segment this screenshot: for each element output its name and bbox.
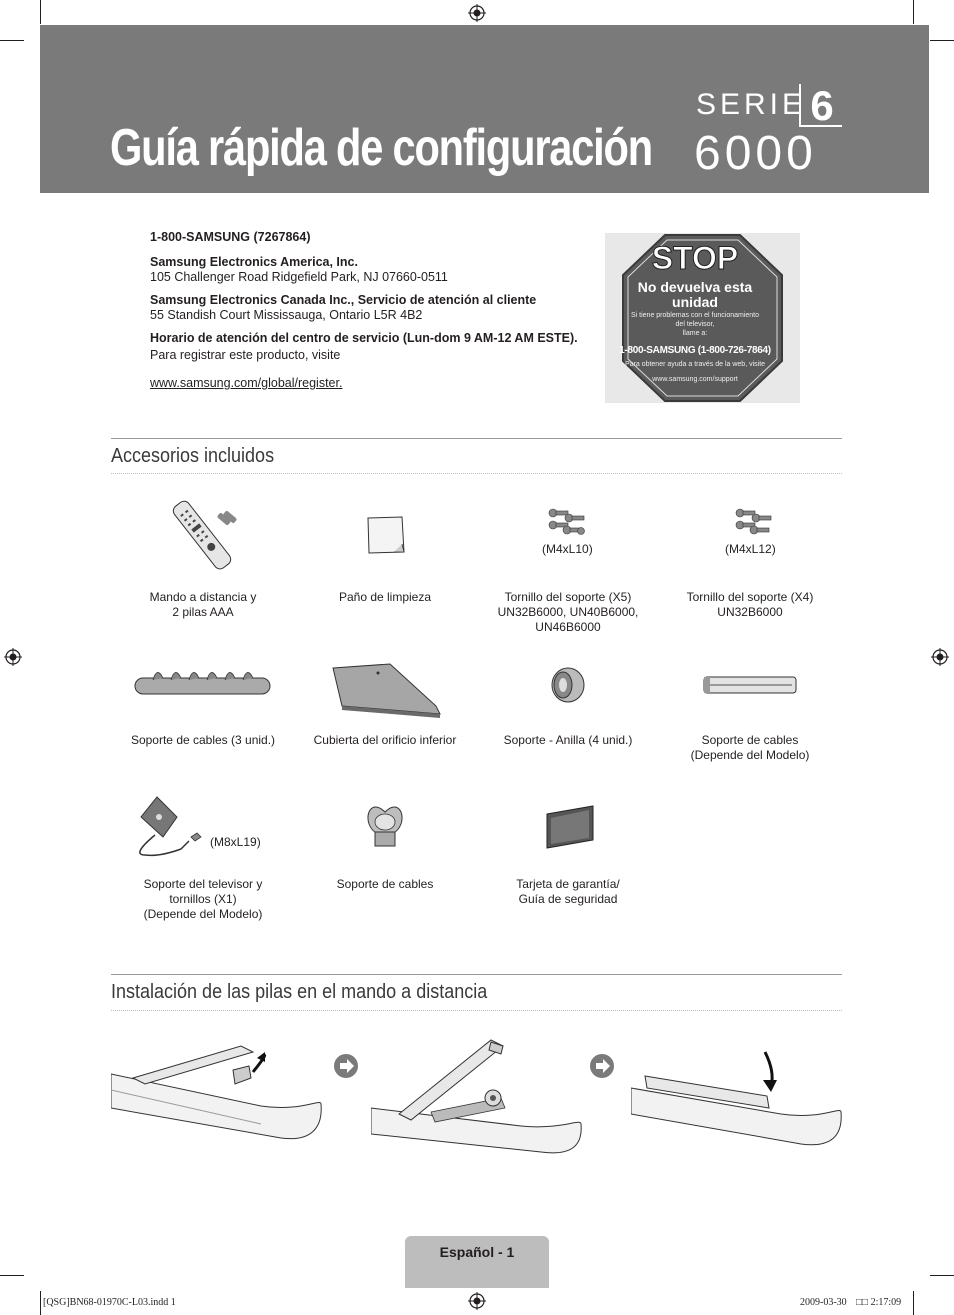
card-icon — [543, 804, 597, 850]
bolt-size-label: (M8xL19) — [210, 835, 261, 849]
caption-cloth: Paño de limpieza — [338, 590, 432, 604]
series-6-logo — [798, 80, 844, 128]
accessories-title: Accesorios incluidos — [111, 445, 275, 467]
section-dotted-rule — [111, 473, 842, 474]
page-title: Guía rápida de configuración — [110, 119, 652, 177]
arrow-right-icon — [589, 1053, 615, 1079]
screws-icon — [545, 505, 590, 537]
crop-mark — [0, 1275, 24, 1276]
cable-clip-icon — [363, 802, 407, 848]
caption-screws-x4: Tornillo del soporte (X4) UN32B6000 — [686, 590, 814, 619]
screw-size-label: (M4xL12) — [725, 542, 776, 556]
caption-cable-tie: Soporte de cables (Depende del Modelo) — [690, 733, 810, 762]
model-number: 6000 — [694, 127, 817, 180]
remote-icon — [165, 498, 245, 570]
caption-cover: Cubierta del orificio inferior — [313, 733, 457, 747]
cable-tie-icon — [702, 674, 798, 696]
crop-mark — [930, 40, 954, 41]
registration-mark-icon — [468, 1292, 486, 1310]
screws-icon — [732, 505, 777, 537]
caption-tv-holder: Soporte del televisor y tornillos (X1) (Depende del Modelo) — [143, 877, 263, 921]
service-hours: Horario de atención del centro de servicio (Lun-dom 9 AM-12 AM ESTE). — [150, 331, 578, 345]
stop-line4: Para obtener ayuda a través de la web, visite — [624, 361, 766, 368]
footer-file: [QSG]BN68-01970C-L03.indd 1 — [43, 1297, 176, 1308]
contact-phone: 1-800-SAMSUNG (7267864) — [150, 230, 311, 244]
batteries-title: Instalación de las pilas en el mando a distancia — [111, 981, 488, 1003]
caption-remote: Mando a distancia y 2 pilas AAA — [149, 590, 257, 619]
stop-line1: Si tiene problemas con el funcionamiento — [630, 312, 760, 319]
caption-ring: Soporte - Anilla (4 unid.) — [503, 733, 633, 747]
cover-icon — [330, 662, 445, 720]
footer-date: 2009-03-30 — [800, 1297, 847, 1308]
section-rule — [111, 974, 842, 975]
battery-step2-illustration — [371, 1038, 583, 1156]
crop-mark — [913, 0, 914, 24]
footer-time: □□ 2:17:09 — [856, 1297, 902, 1308]
caption-cable-holder: Soporte de cables (3 unid.) — [130, 733, 276, 747]
us-company: Samsung Electronics America, Inc. — [150, 255, 358, 269]
crop-mark — [930, 1275, 954, 1276]
section-rule — [111, 438, 842, 439]
ring-icon — [548, 666, 586, 704]
crop-mark — [913, 1291, 914, 1315]
registration-mark-icon — [468, 4, 486, 22]
stop-phone: 1-800-SAMSUNG (1-800-726-7864) — [619, 345, 771, 356]
stop-word: STOP — [651, 240, 739, 276]
tv-holder-icon — [133, 793, 208, 859]
caption-cable-clip: Soporte de cables — [336, 877, 434, 891]
stop-line2: del televisor, — [675, 321, 715, 328]
caption-card: Tarjeta de garantía/ Guía de seguridad — [516, 877, 620, 906]
caption-screws-x5: Tornillo del soporte (X5) UN32B6000, UN40B6000, UN46B6000 — [497, 590, 639, 634]
crop-mark — [0, 40, 24, 41]
cable-holder-icon — [133, 664, 273, 700]
crop-mark — [40, 1291, 41, 1315]
battery-step1-illustration — [111, 1038, 323, 1146]
stop-headline: No devuelva esta unidad — [637, 279, 753, 310]
stop-url: www.samsung.com/support — [652, 376, 738, 383]
ca-company: Samsung Electronics Canada Inc., Servicio de atención al cliente — [150, 293, 537, 307]
stop-line3: llame a: — [682, 330, 708, 337]
registration-mark-icon — [931, 648, 949, 666]
cloth-icon — [364, 514, 408, 556]
series-label: SERIE — [696, 88, 807, 121]
svg-text:6: 6 — [810, 82, 834, 128]
section-dotted-rule — [111, 1010, 842, 1011]
register-link[interactable]: www.samsung.com/global/register. — [150, 376, 343, 390]
battery-step3-illustration — [631, 1050, 843, 1150]
page-number: Español - 1 — [439, 1244, 515, 1260]
ca-address: 55 Standish Court Mississauga, Ontario L5R 4B2 — [150, 308, 423, 322]
us-address: 105 Challenger Road Ridgefield Park, NJ 07660-0511 — [150, 270, 448, 284]
arrow-right-icon — [333, 1053, 359, 1079]
register-text: Para registrar este producto, visite — [150, 348, 341, 362]
registration-mark-icon — [4, 648, 22, 666]
screw-size-label: (M4xL10) — [542, 542, 593, 556]
crop-mark — [40, 0, 41, 24]
